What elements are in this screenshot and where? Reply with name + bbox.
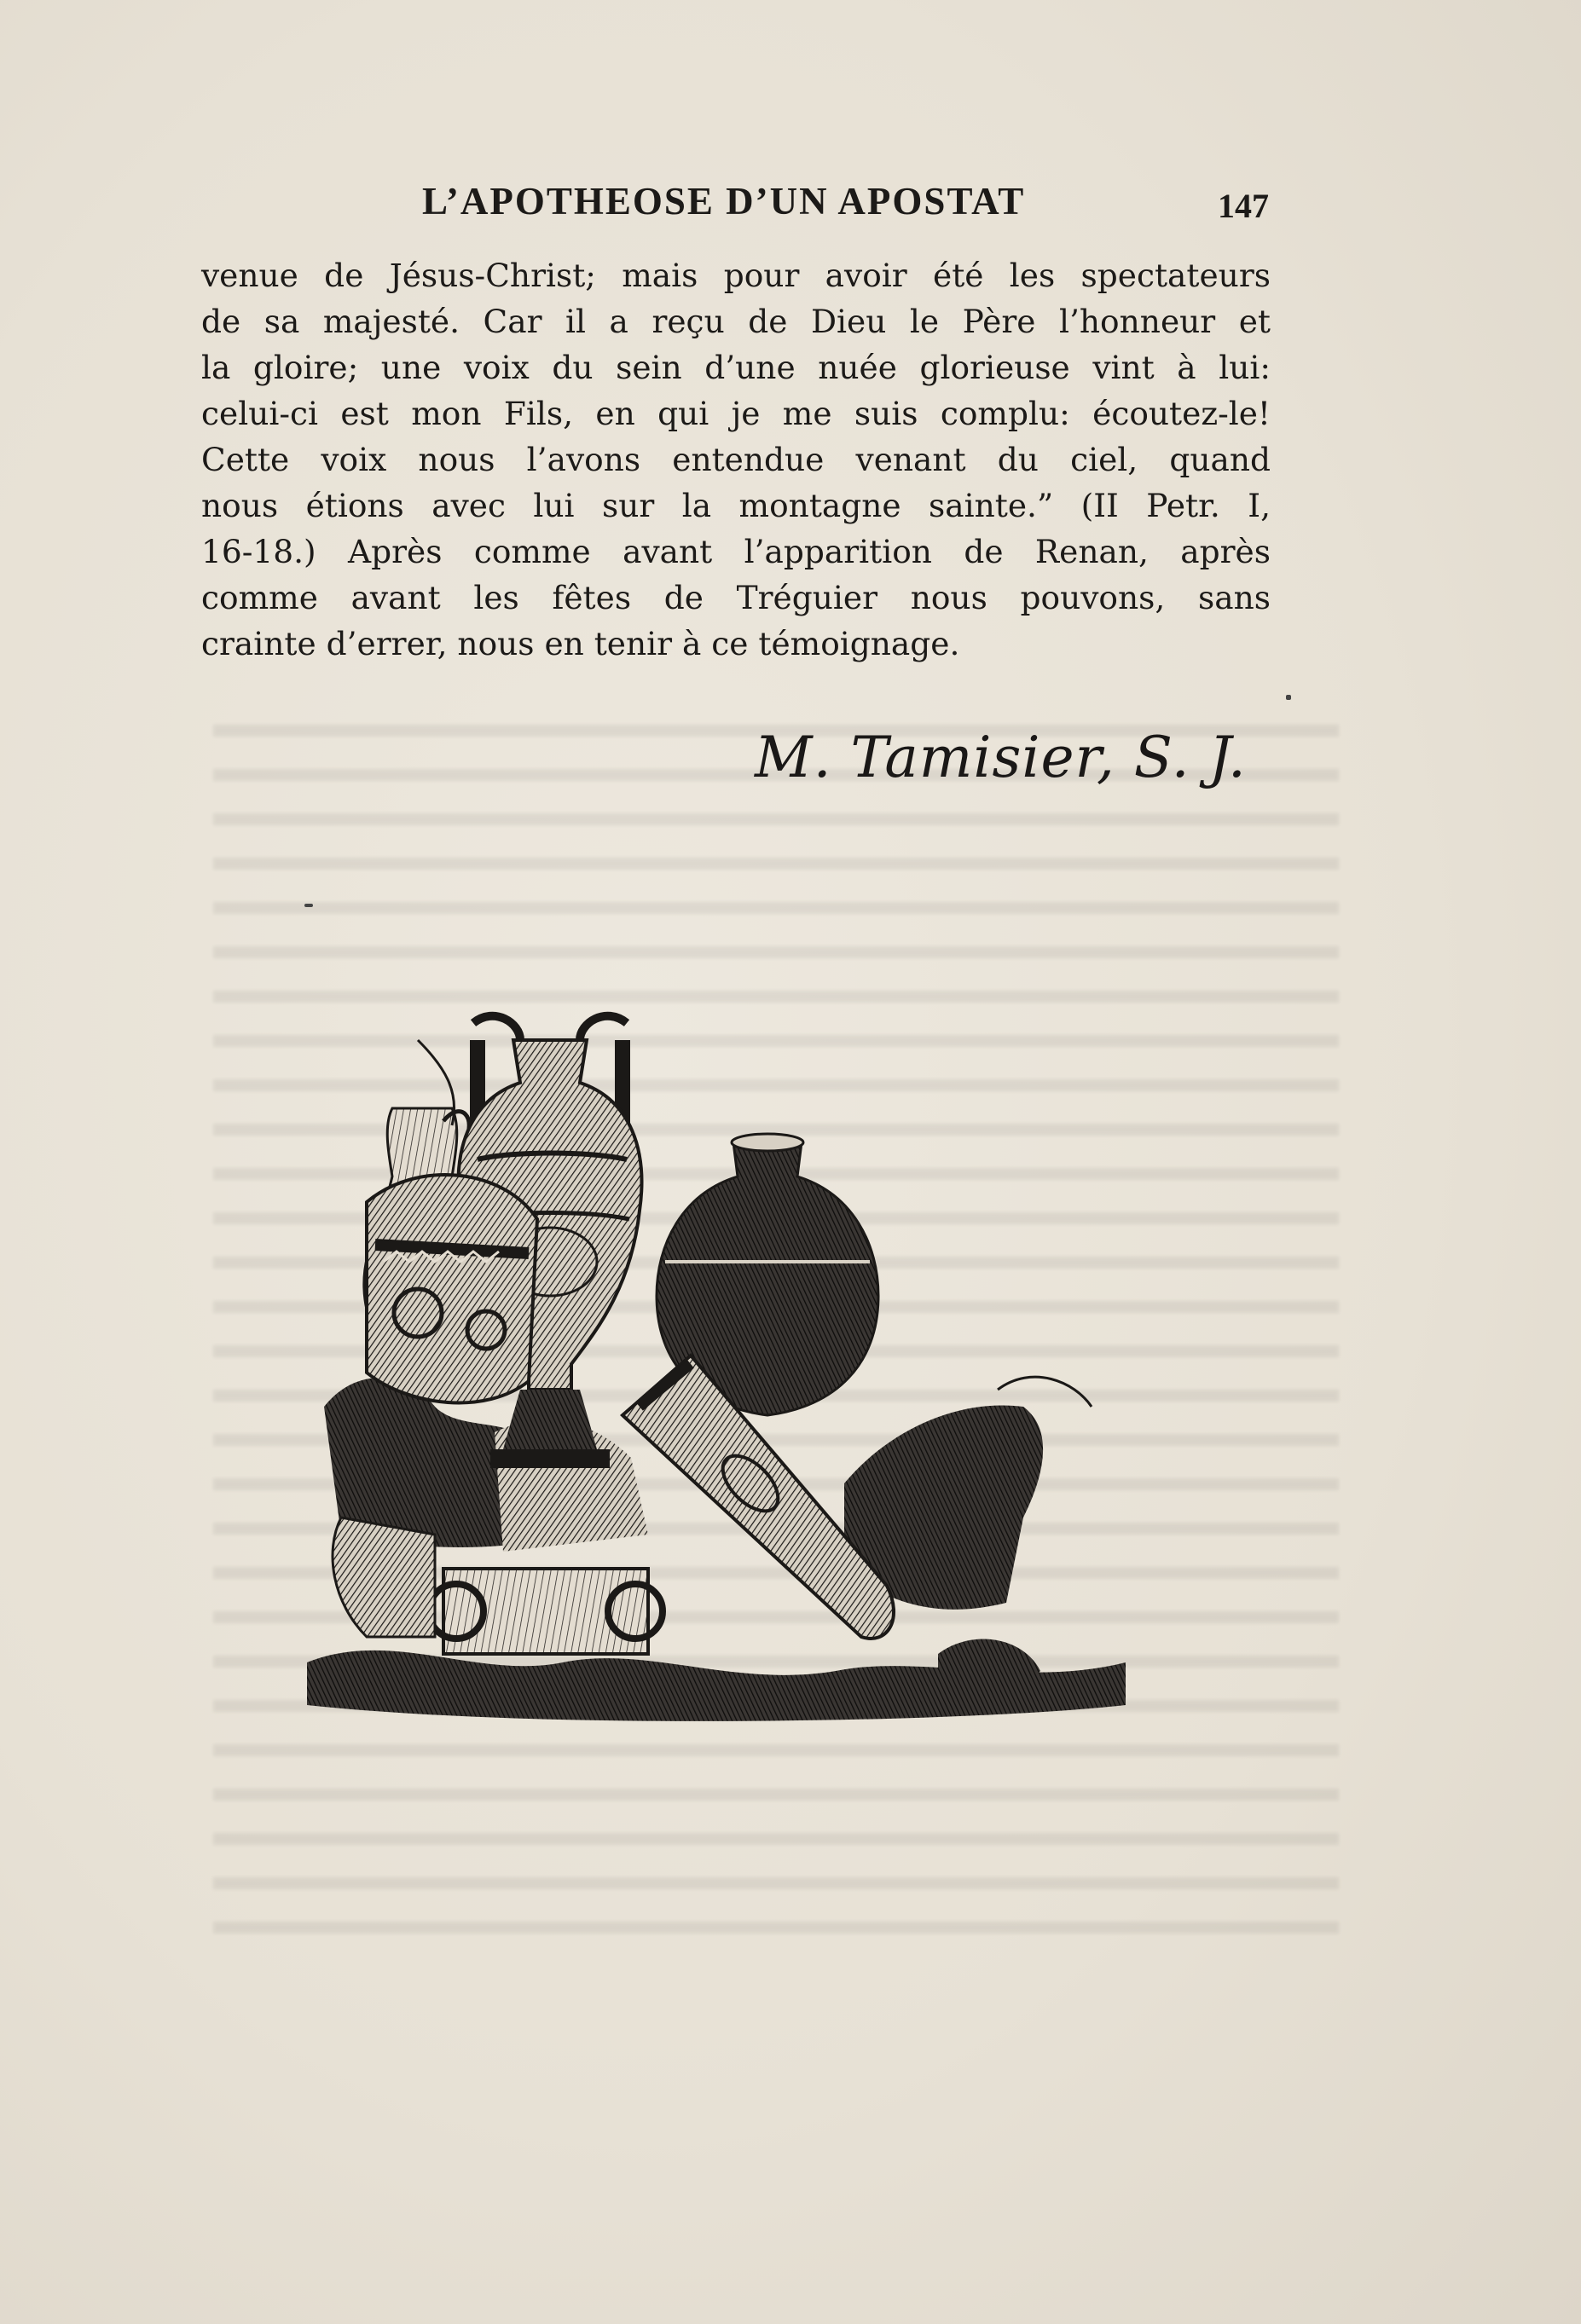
ink-speck	[304, 904, 313, 907]
vase-vignette-icon	[290, 1006, 1160, 1739]
text-line: venue de Jésus-Christ; mais pour avoir été les spectateurs	[201, 257, 1271, 294]
text-line: de sa majesté. Car il a reçu de Dieu le Père l’honneur et	[201, 303, 1271, 340]
text-line: la gloire; une voix du sein d’une nuée glorieuse vint à lui:	[201, 349, 1271, 386]
body-paragraph	[201, 252, 1271, 667]
fallen-urn-left	[367, 1175, 537, 1402]
ink-speck	[1286, 695, 1291, 700]
text-line: nous étions avec lui sur la montagne sainte.” (II Petr. I,	[201, 487, 1271, 524]
text-line: comme avant les fêtes de Tréguier nous pouvons, sans	[201, 579, 1271, 616]
text-line: crainte d’errer, nous en tenir à ce témoignage.	[201, 625, 960, 662]
text-line: celui-ci est mon Fils, en qui je me suis complu: écoutez-le!	[201, 395, 1271, 432]
text-line: Cette voix nous l’avons entendue venant du ciel, quand	[201, 441, 1271, 478]
author-signature: M. Tamisier, S. J.	[755, 725, 1247, 790]
page-number: 147	[1218, 187, 1269, 225]
running-header: L’APOTHEOSE D’UN APOSTAT	[422, 180, 1026, 223]
text-line: 16-18.) Après comme avant l’apparition de Renan, après	[201, 533, 1271, 570]
